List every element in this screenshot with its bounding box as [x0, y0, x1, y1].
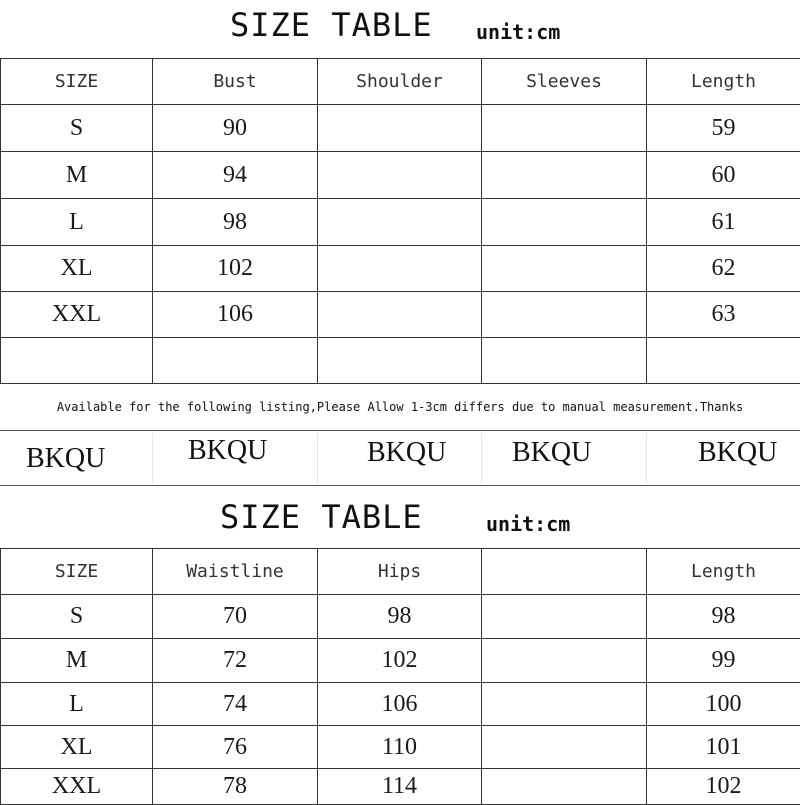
table1-title: SIZE TABLE	[230, 6, 433, 44]
table2-header-cell: Waistline	[153, 549, 318, 595]
table2-title-row	[0, 492, 800, 544]
table-cell: 61	[647, 199, 800, 246]
table1-title-row	[0, 0, 800, 52]
table-row	[1, 726, 800, 769]
table-cell: M	[1, 639, 153, 683]
table-row	[1, 595, 800, 639]
brand-label: BKQU	[26, 443, 105, 475]
brand-label: BKQU	[512, 437, 591, 469]
brand-divider	[152, 433, 153, 483]
table-cell	[318, 105, 482, 152]
table-cell	[482, 726, 647, 769]
table-cell	[318, 338, 482, 384]
table-cell: 94	[153, 152, 318, 199]
table-cell	[482, 152, 647, 199]
brand-label: BKQU	[367, 437, 446, 469]
table-cell: 70	[153, 595, 318, 639]
table-cell	[318, 152, 482, 199]
table1-unit: unit:cm	[476, 20, 560, 44]
table-cell: XXL	[1, 769, 153, 805]
table2-header-cell: SIZE	[1, 549, 153, 595]
table-cell: 74	[153, 683, 318, 726]
table-cell: 100	[647, 683, 800, 726]
table-cell: 98	[153, 199, 318, 246]
table1-header-cell: Bust	[153, 59, 318, 105]
table-cell: 102	[318, 639, 482, 683]
table-cell: 98	[318, 595, 482, 639]
size-table-top	[0, 58, 800, 384]
table-cell: XL	[1, 246, 153, 292]
table-cell: L	[1, 199, 153, 246]
table-cell	[482, 338, 647, 384]
table-row	[1, 152, 800, 199]
table1-header-row	[1, 59, 800, 105]
table-row	[1, 292, 800, 338]
table-cell: 63	[647, 292, 800, 338]
table-cell: 62	[647, 246, 800, 292]
table-cell: XL	[1, 726, 153, 769]
table-cell	[482, 639, 647, 683]
table2-header-cell: Length	[647, 549, 800, 595]
brand-divider	[646, 433, 647, 483]
table-cell: XXL	[1, 292, 153, 338]
table-cell: 102	[153, 246, 318, 292]
size-table-bottom	[0, 548, 800, 805]
table-row	[1, 769, 800, 805]
table-cell: S	[1, 105, 153, 152]
table-cell	[153, 338, 318, 384]
brand-row	[0, 430, 800, 486]
table2-header-row	[1, 549, 800, 595]
table-cell	[482, 292, 647, 338]
table-cell: 76	[153, 726, 318, 769]
table-cell: L	[1, 683, 153, 726]
table-row	[1, 683, 800, 726]
table-cell: 98	[647, 595, 800, 639]
table-cell: 59	[647, 105, 800, 152]
brand-label: BKQU	[188, 435, 267, 467]
table-cell	[318, 199, 482, 246]
table-cell	[482, 246, 647, 292]
table-cell	[318, 246, 482, 292]
table-cell: 106	[318, 683, 482, 726]
table-cell	[482, 199, 647, 246]
table-row	[1, 199, 800, 246]
table-cell: 101	[647, 726, 800, 769]
table-cell	[482, 105, 647, 152]
table-cell: 90	[153, 105, 318, 152]
table-cell	[1, 338, 153, 384]
table-cell: 72	[153, 639, 318, 683]
table-cell: 102	[647, 769, 800, 805]
table-cell: 114	[318, 769, 482, 805]
table-cell: 60	[647, 152, 800, 199]
table1-header-cell: Length	[647, 59, 800, 105]
measurement-note: Available for the following listing,Please Allow 1-3cm differs due to manual measurement.Thanks	[0, 400, 800, 414]
table1-header-cell: Sleeves	[482, 59, 647, 105]
table1-header-cell: Shoulder	[318, 59, 482, 105]
table-cell: S	[1, 595, 153, 639]
table2-unit: unit:cm	[486, 512, 570, 536]
table-cell: 106	[153, 292, 318, 338]
table-row	[1, 246, 800, 292]
table-cell: 99	[647, 639, 800, 683]
brand-label: BKQU	[698, 437, 777, 469]
table-cell	[647, 338, 800, 384]
brand-divider	[317, 433, 318, 483]
table-cell	[318, 292, 482, 338]
table-row	[1, 105, 800, 152]
table-cell: 78	[153, 769, 318, 805]
table-cell: M	[1, 152, 153, 199]
table2-header-cell	[482, 549, 647, 595]
table-cell: 110	[318, 726, 482, 769]
table2-header-cell: Hips	[318, 549, 482, 595]
table2-title: SIZE TABLE	[220, 498, 423, 536]
table-cell	[482, 595, 647, 639]
brand-divider	[481, 433, 482, 483]
table-row	[1, 639, 800, 683]
table-row	[1, 338, 800, 384]
table-cell	[482, 769, 647, 805]
table-cell	[482, 683, 647, 726]
table1-header-cell: SIZE	[1, 59, 153, 105]
